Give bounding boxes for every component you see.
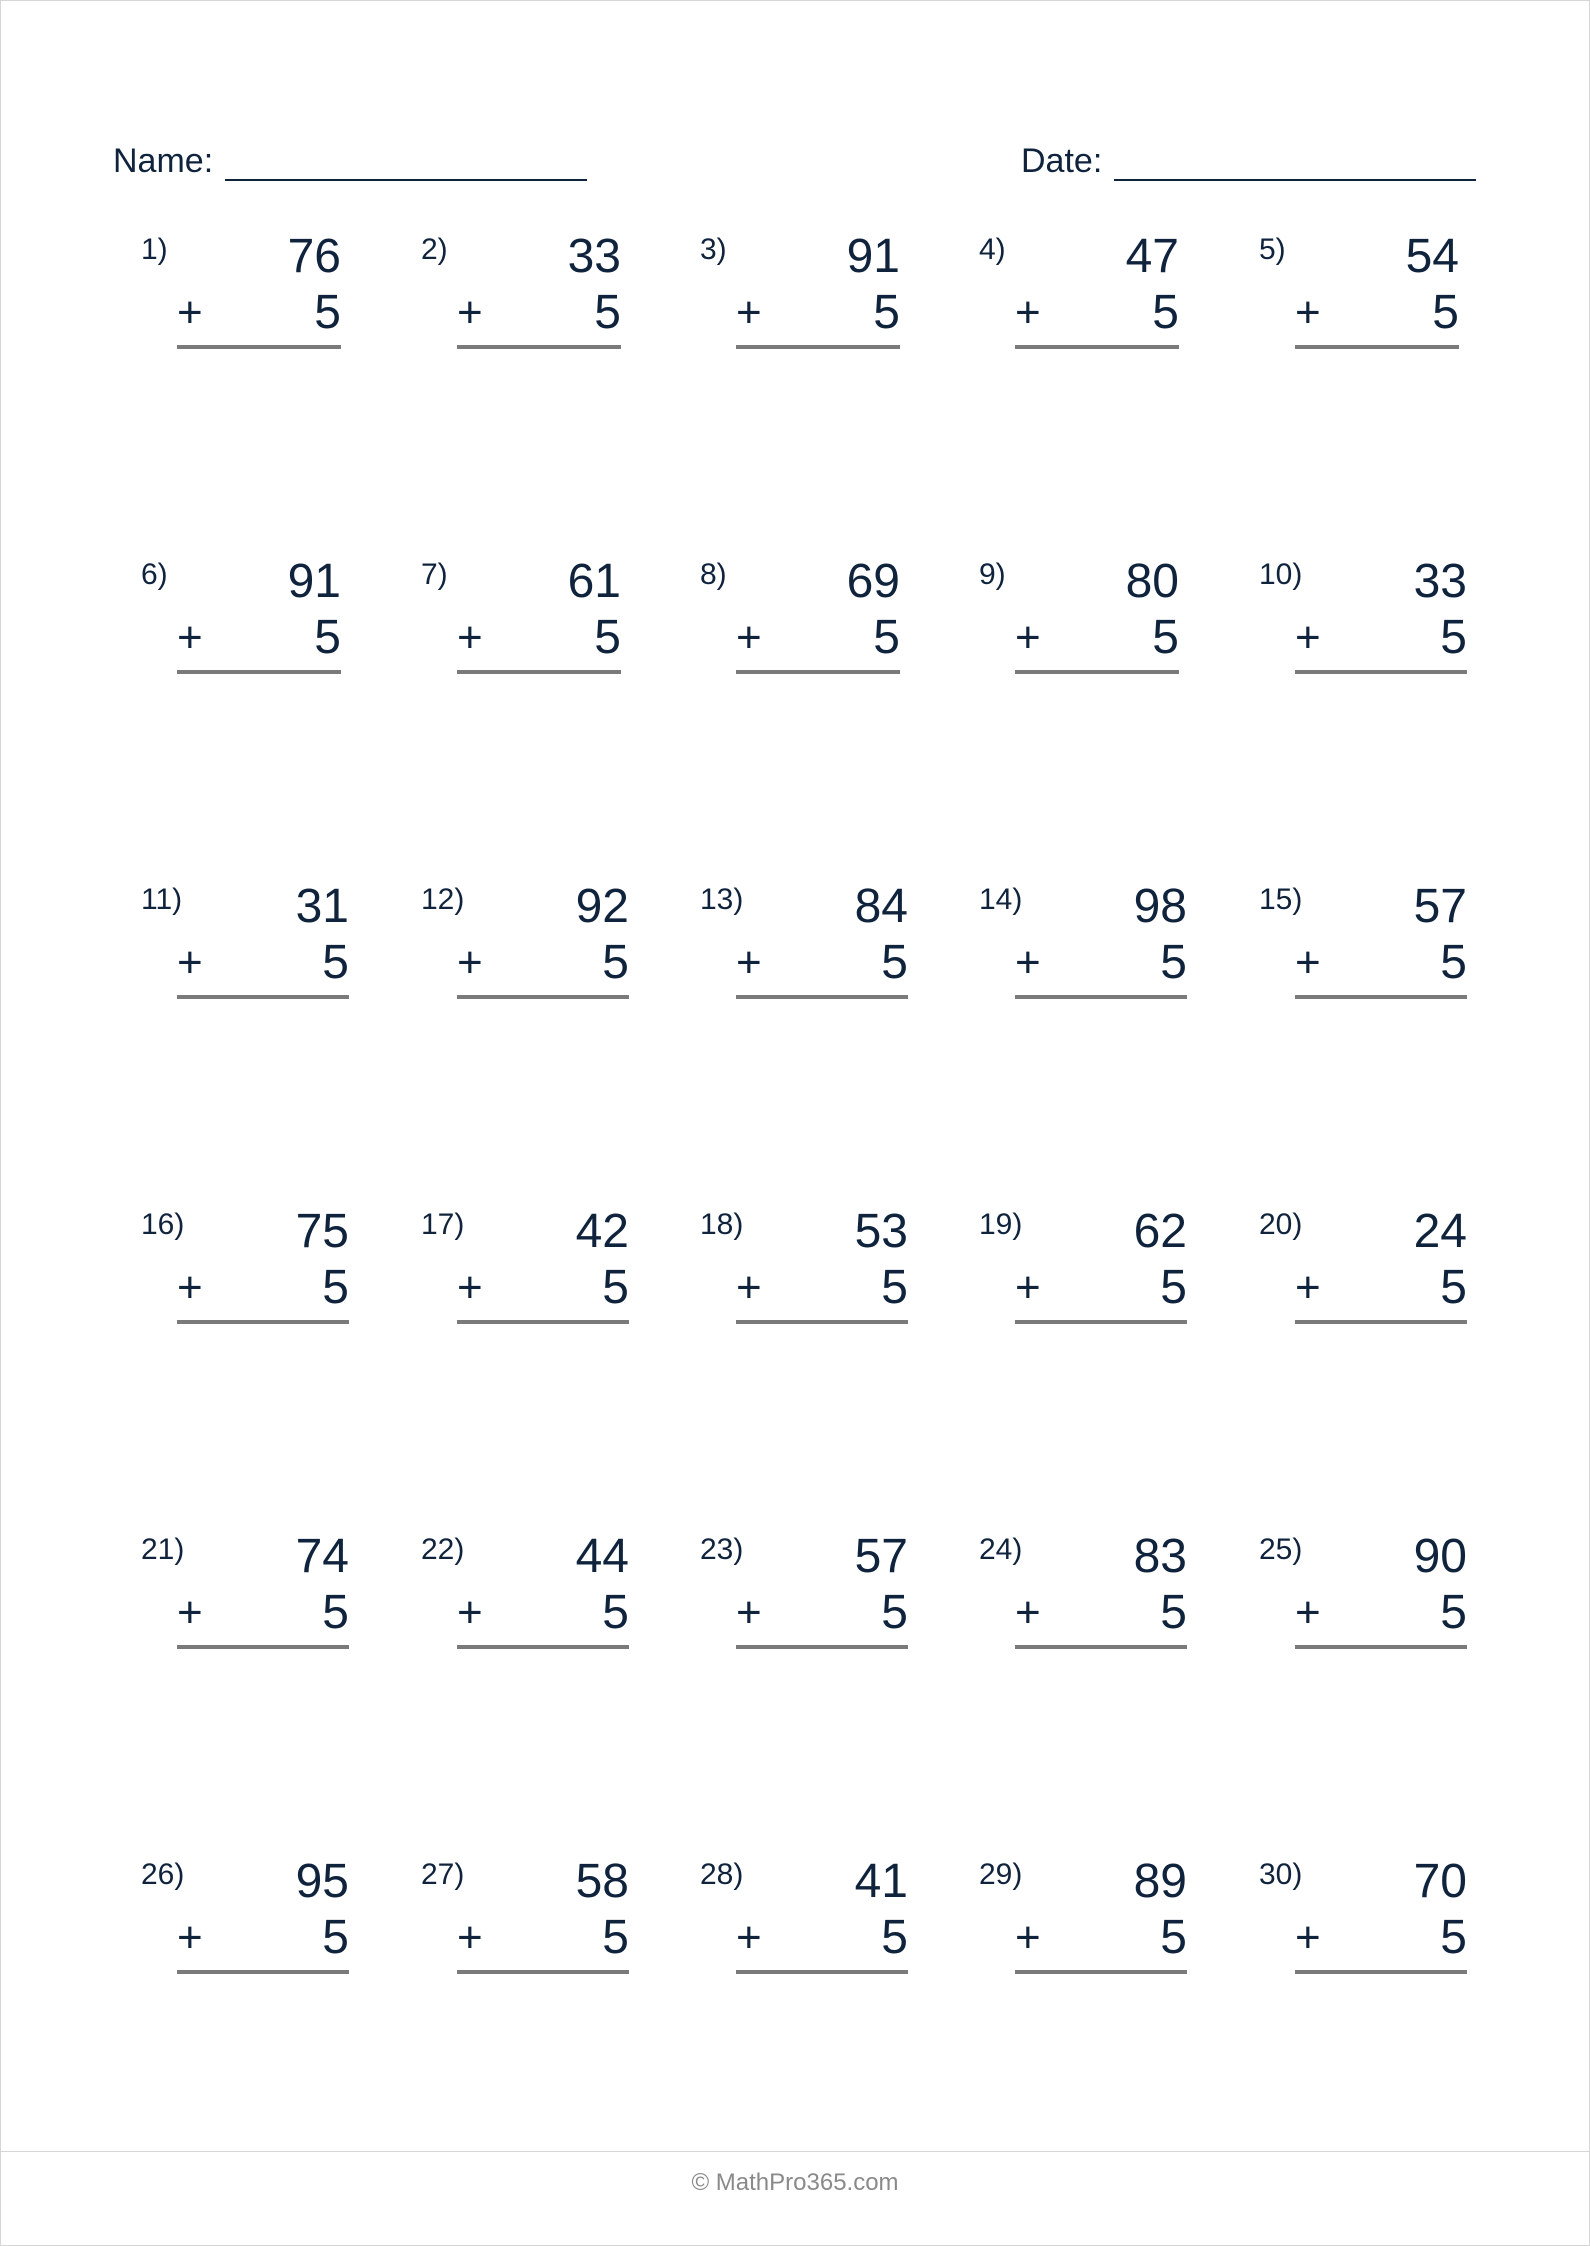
problem-item — [1259, 1854, 1467, 1984]
addend-bottom: 5 — [322, 1586, 349, 1639]
footer-copyright: © MathPro365.com — [691, 2169, 899, 2196]
plus-sign: + — [1295, 1263, 1321, 1312]
answer-line — [1015, 670, 1179, 674]
problem-number: 12) — [421, 883, 465, 916]
problem-item — [700, 1854, 908, 1984]
addend-top: 57 — [1413, 880, 1467, 933]
plus-sign: + — [457, 1913, 483, 1962]
problem-number: 11) — [141, 883, 183, 916]
problem-number: 16) — [141, 1208, 185, 1241]
problem-number: 10) — [1259, 558, 1303, 591]
addend-bottom: 5 — [1440, 1911, 1467, 1964]
plus-sign: + — [736, 1588, 762, 1637]
addend-top: 90 — [1413, 1530, 1467, 1583]
problem-number: 17) — [421, 1208, 465, 1241]
answer-line — [177, 995, 349, 999]
plus-sign: + — [1295, 1588, 1321, 1637]
problem-item — [1259, 1529, 1467, 1659]
addend-bottom: 5 — [873, 286, 900, 339]
addend-top: 83 — [1133, 1530, 1187, 1583]
problem-item — [700, 554, 900, 684]
problem-item — [1259, 879, 1467, 1009]
addend-top: 53 — [854, 1205, 908, 1258]
problem-number: 7) — [421, 558, 448, 591]
problem-number: 6) — [141, 558, 168, 591]
addend-bottom: 5 — [602, 1261, 629, 1314]
addend-top: 75 — [295, 1205, 349, 1258]
plus-sign: + — [177, 1263, 203, 1312]
answer-line — [736, 670, 900, 674]
addend-bottom: 5 — [881, 936, 908, 989]
problem-item — [141, 229, 341, 359]
addend-bottom: 5 — [1440, 1261, 1467, 1314]
plus-sign: + — [1295, 1913, 1321, 1962]
problem-number: 1) — [141, 233, 168, 266]
addend-bottom: 5 — [314, 611, 341, 664]
answer-line — [177, 1645, 349, 1649]
addend-bottom: 5 — [1160, 1911, 1187, 1964]
problem-number: 18) — [700, 1208, 744, 1241]
addend-bottom: 5 — [322, 936, 349, 989]
plus-sign: + — [457, 1263, 483, 1312]
answer-line — [457, 1320, 629, 1324]
addend-top: 76 — [287, 230, 341, 283]
plus-sign: + — [1015, 288, 1041, 337]
addend-bottom: 5 — [1160, 1261, 1187, 1314]
problem-item — [700, 1529, 908, 1659]
answer-line — [177, 1320, 349, 1324]
answer-line — [736, 995, 908, 999]
problem-item — [1259, 229, 1459, 359]
addend-bottom: 5 — [1160, 936, 1187, 989]
name-field[interactable] — [113, 141, 587, 181]
addend-top: 98 — [1133, 880, 1187, 933]
answer-line — [1295, 345, 1459, 349]
problem-item — [1259, 554, 1467, 684]
problem-item — [421, 229, 621, 359]
addend-bottom: 5 — [881, 1586, 908, 1639]
answer-line — [736, 1645, 908, 1649]
addend-bottom: 5 — [1432, 286, 1459, 339]
answer-line — [177, 345, 341, 349]
plus-sign: + — [736, 613, 762, 662]
addend-bottom: 5 — [602, 936, 629, 989]
problem-item — [979, 1529, 1187, 1659]
addend-top: 47 — [1125, 230, 1179, 283]
plus-sign: + — [1295, 613, 1321, 662]
plus-sign: + — [177, 1913, 203, 1962]
addend-top: 70 — [1413, 1855, 1467, 1908]
answer-line — [1015, 1645, 1187, 1649]
addend-top: 41 — [854, 1855, 908, 1908]
plus-sign: + — [1015, 1588, 1041, 1637]
answer-line — [1295, 1320, 1467, 1324]
addend-top: 62 — [1133, 1205, 1187, 1258]
plus-sign: + — [177, 1588, 203, 1637]
answer-line — [457, 995, 629, 999]
answer-line — [1015, 1320, 1187, 1324]
addend-bottom: 5 — [1152, 611, 1179, 664]
plus-sign: + — [177, 613, 203, 662]
problem-item — [141, 879, 349, 1009]
addend-top: 80 — [1125, 555, 1179, 608]
problem-item — [700, 229, 900, 359]
problem-item — [141, 1854, 349, 1984]
addend-bottom: 5 — [1440, 1586, 1467, 1639]
plus-sign: + — [1015, 1263, 1041, 1312]
answer-line — [736, 1320, 908, 1324]
addend-bottom: 5 — [602, 1911, 629, 1964]
answer-line — [457, 1645, 629, 1649]
addend-top: 54 — [1405, 230, 1459, 283]
answer-line — [1015, 995, 1187, 999]
addend-bottom: 5 — [881, 1911, 908, 1964]
problem-number: 2) — [421, 233, 448, 266]
addend-top: 84 — [854, 880, 908, 933]
addend-top: 92 — [575, 880, 629, 933]
addend-top: 89 — [1133, 1855, 1187, 1908]
addend-top: 91 — [846, 230, 900, 283]
problem-number: 13) — [700, 883, 744, 916]
problem-item — [979, 879, 1187, 1009]
plus-sign: + — [1295, 938, 1321, 987]
answer-line — [736, 1970, 908, 1974]
problem-number: 30) — [1259, 1858, 1303, 1891]
addend-top: 58 — [575, 1855, 629, 1908]
footer-divider — [1, 2151, 1589, 2152]
addend-top: 33 — [1413, 555, 1467, 608]
problem-number: 27) — [421, 1858, 465, 1891]
problem-number: 23) — [700, 1533, 744, 1566]
addend-bottom: 5 — [594, 611, 621, 664]
date-field[interactable] — [1021, 141, 1476, 181]
addend-bottom: 5 — [594, 286, 621, 339]
addend-bottom: 5 — [314, 286, 341, 339]
problem-item — [979, 1204, 1187, 1334]
answer-line — [1295, 1645, 1467, 1649]
problem-item — [421, 554, 621, 684]
plus-sign: + — [736, 1263, 762, 1312]
addend-top: 57 — [854, 1530, 908, 1583]
answer-line — [1015, 345, 1179, 349]
problem-item — [421, 1854, 629, 1984]
plus-sign: + — [736, 938, 762, 987]
addend-top: 31 — [295, 880, 349, 933]
problem-item — [141, 554, 341, 684]
problem-item — [141, 1529, 349, 1659]
name-blank-line[interactable] — [225, 143, 587, 181]
plus-sign: + — [736, 1913, 762, 1962]
plus-sign: + — [457, 938, 483, 987]
answer-line — [177, 1970, 349, 1974]
plus-sign: + — [457, 613, 483, 662]
addend-top: 24 — [1413, 1205, 1467, 1258]
plus-sign: + — [177, 938, 203, 987]
answer-line — [736, 345, 900, 349]
problem-number: 15) — [1259, 883, 1303, 916]
plus-sign: + — [177, 288, 203, 337]
problem-number: 14) — [979, 883, 1023, 916]
answer-line — [1295, 995, 1467, 999]
problem-item — [141, 1204, 349, 1334]
problem-number: 4) — [979, 233, 1006, 266]
plus-sign: + — [457, 1588, 483, 1637]
addend-top: 44 — [575, 1530, 629, 1583]
problem-item — [421, 879, 629, 1009]
plus-sign: + — [1015, 613, 1041, 662]
answer-line — [1295, 1970, 1467, 1974]
problem-item — [979, 229, 1179, 359]
date-blank-line[interactable] — [1114, 143, 1476, 181]
addend-bottom: 5 — [1160, 1586, 1187, 1639]
addend-top: 33 — [567, 230, 621, 283]
problem-item — [979, 554, 1179, 684]
addend-bottom: 5 — [322, 1261, 349, 1314]
problem-number: 5) — [1259, 233, 1286, 266]
plus-sign: + — [1295, 288, 1321, 337]
problem-number: 3) — [700, 233, 727, 266]
problem-number: 24) — [979, 1533, 1023, 1566]
problem-number: 28) — [700, 1858, 744, 1891]
addend-top: 74 — [295, 1530, 349, 1583]
answer-line — [457, 670, 621, 674]
answer-line — [1015, 1970, 1187, 1974]
addend-top: 91 — [287, 555, 341, 608]
date-label: Date: — [1021, 142, 1103, 180]
addend-top: 42 — [575, 1205, 629, 1258]
problem-number: 8) — [700, 558, 727, 591]
problem-number: 26) — [141, 1858, 185, 1891]
addend-bottom: 5 — [1440, 936, 1467, 989]
problem-number: 25) — [1259, 1533, 1303, 1566]
plus-sign: + — [457, 288, 483, 337]
addend-bottom: 5 — [873, 611, 900, 664]
problem-item — [700, 879, 908, 1009]
answer-line — [177, 670, 341, 674]
addend-bottom: 5 — [1152, 286, 1179, 339]
problem-item — [1259, 1204, 1467, 1334]
problem-item — [700, 1204, 908, 1334]
problem-item — [421, 1204, 629, 1334]
addend-bottom: 5 — [881, 1261, 908, 1314]
problem-number: 9) — [979, 558, 1006, 591]
plus-sign: + — [736, 288, 762, 337]
addend-top: 95 — [295, 1855, 349, 1908]
addend-bottom: 5 — [322, 1911, 349, 1964]
problem-item — [979, 1854, 1187, 1984]
addend-top: 61 — [567, 555, 621, 608]
addend-bottom: 5 — [602, 1586, 629, 1639]
plus-sign: + — [1015, 938, 1041, 987]
answer-line — [457, 1970, 629, 1974]
answer-line — [457, 345, 621, 349]
name-label: Name: — [113, 142, 214, 180]
problem-number: 29) — [979, 1858, 1023, 1891]
problem-number: 19) — [979, 1208, 1023, 1241]
problem-number: 20) — [1259, 1208, 1303, 1241]
problem-number: 21) — [141, 1533, 185, 1566]
addend-top: 69 — [846, 555, 900, 608]
answer-line — [1295, 670, 1467, 674]
problem-item — [421, 1529, 629, 1659]
addend-bottom: 5 — [1440, 611, 1467, 664]
plus-sign: + — [1015, 1913, 1041, 1962]
problem-number: 22) — [421, 1533, 465, 1566]
